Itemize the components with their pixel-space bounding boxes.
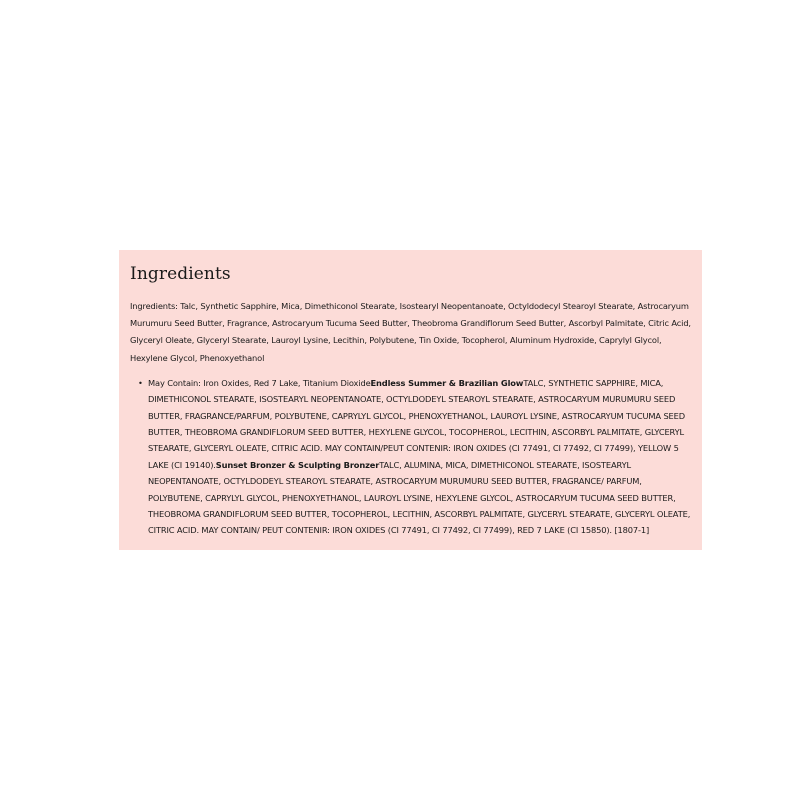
- ingredients-intro: Ingredients: Talc, Synthetic Sapphire, Mica, Dimethiconol Stearate, Isostearyl Neopentanoate, Octyldodecyl Stearoyl Stearate, Astrocaryum Murumuru Seed Butter, Fragrance, Astrocaryum Tucuma Seed Butter, Theobroma Grandiflorum Seed Butter, Ascorbyl Palmitate, Citric Acid, Glyceryl Oleate, Glyceryl Stearate, Lauroyl Lysine, Lecithin, Polybutene, Tin Oxide, Tocopherol, Aluminum Hydroxide, Caprylyl Glycol, Hexylene Glycol, Phenoxyethanol: [130, 301, 691, 363]
- shade-ingredients-sunset-bronzer: TALC, ALUMINA, MICA, DIMETHICONOL STEARATE, ISOSTEARYL NEOPENTANOATE, OCTYLDODEYL STEAROYL STEARATE, ASTROCARYUM MURUMURU SEED BUTTER, FRAGRANCE/ PARFUM, POLYBUTENE, CAPRYLYL GLYCOL, PHENOXYETHANOL, LAUROYL LYSINE, HEXYLENE GLYCOL, ASTROCARYUM TUCUMA SEED BUTTER, THEOBROMA GRANDIFLORUM SEED BUTTER, TOCOPHEROL, LECITHIN, ASCORBYL PALMITATE, GLYCERYL STEARATE, GLYCERYL OLEATE, CITRIC ACID. MAY CONTAIN/ PEUT CONTENIR: IRON OXIDES (CI 77491, CI 77492, CI 77499), RED 7 LAKE (CI 15850). [1807-1]: [148, 459, 691, 536]
- bullet-icon: •: [138, 377, 143, 388]
- shade-ingredients-endless-summer: TALC, SYNTHETIC SAPPHIRE, MICA, DIMETHICONOL STEARATE, ISOSTEARYL NEOPENTANOATE, OCTYLDODEYL STEAROYL STEARATE, ASTROCARYUM MURUMURU SEED BUTTER, FRAGRANCE/PARFUM, POLYBUTENE, CAPRYLYL GLYCOL, PHENOXYETHANOL, LAUROYL LYSINE, ASTROCARYUM TUCUMA SEED BUTTER, THEOBROMA GRANDIFLORUM SEED BUTTER, HEXYLENE GLYCOL, TOCOPHEROL, LECITHIN, ASCORBYL PALMITATE, GLYCERYL STEARATE, GLYCERYL OLEATE, CITRIC ACID. MAY CONTAIN/PEUT CONTENIR: IRON OXIDES (CI 77491, CI 77492, CI 77499), YELLOW 5 LAKE (CI 19140).: [148, 377, 685, 470]
- list-item: [138, 375, 691, 539]
- shade-name-sunset-bronzer: Sunset Bronzer & Sculpting Bronzer: [215, 459, 380, 470]
- section-title: Ingredients: [130, 264, 231, 284]
- ingredients-panel: [119, 250, 702, 550]
- shade-name-endless-summer: Endless Summer & Brazilian Glow: [370, 377, 524, 388]
- ingredients-details-list: [130, 375, 691, 539]
- may-contain-text: May Contain: Iron Oxides, Red 7 Lake, Titanium Dioxide: [148, 377, 371, 388]
